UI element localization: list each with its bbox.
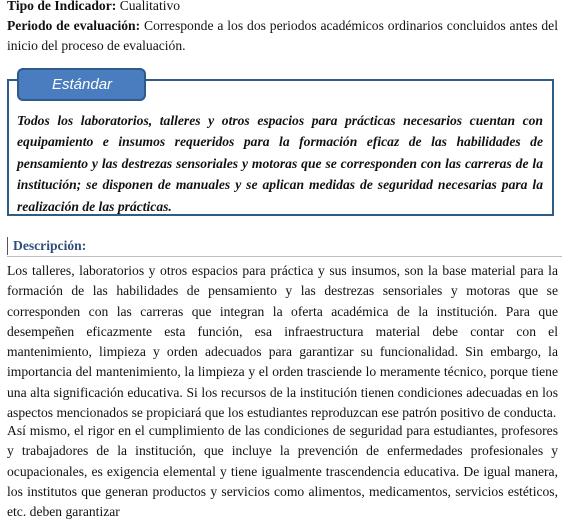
description-marker <box>7 237 8 255</box>
description-paragraph-1: Los talleres, laboratorios y otros espacios para práctica y sus insumos, son la base material para la formación de las habilidades de pensamiento y las destrezas sensoriales y motoras que se corresponden con las carreras que integran la oferta académica de la institución. Para que desempeñen eficazmente esta función, esa infraestructura material debe contar con el mantenimiento, limpieza y orden adecuados para garantizar su funcionalidad. Sin embargo, la importancia del mantenimiento, la limpieza y el orden trasciende lo meramente técnico, porque tiene una alta significación educativa. Si los recursos de la institución tienen condiciones adecuadas en los aspectos mencionados se propiciará que los estudiantes reproduzcan ese patrón positivo de conducta. <box>7 263 558 421</box>
indicator-type-label: Tipo de Indicador: <box>7 0 117 13</box>
indicator-type-value: Cualitativo <box>119 0 181 13</box>
evaluation-period <box>7 16 558 57</box>
evaluation-period-label: Periodo de evaluación: <box>7 18 141 33</box>
description-heading: Descripción: <box>13 238 87 253</box>
evaluation-period-value: Corresponde a los dos periodos académicos ordinarios concluidos antes del inicio del proceso de evaluación. <box>7 18 558 54</box>
standard-tab: Estándar <box>17 68 146 101</box>
description-paragraph-2: Así mismo, el rigor en el cumplimiento de las condiciones de seguridad para estudiantes, profesores y trabajadores de la institución, que incluye la prevención de enfermedades profesionales y ocupacionales, es exigencia elemental y tiene igualmente trascendencia educativa. De igual manera, los institutos que generan productos y servicios como alimentos, medicamentos, servicios estéticos, etc. deben garantizar <box>7 423 558 520</box>
description-divider <box>7 256 562 257</box>
indicator-type-line <box>7 0 180 16</box>
standard-text: Todos los laboratorios, talleres y otros espacios para prácticas necesarios cuentan con equipamiento e insumos requeridos para la formación eficaz de las habilidades de pensamiento y las destrezas sensoriales y motoras que se corresponden con las carreras de la institución; se disponen de manuales y se aplican medidas de seguridad necesarias para la realización de las prácticas. <box>17 113 543 214</box>
